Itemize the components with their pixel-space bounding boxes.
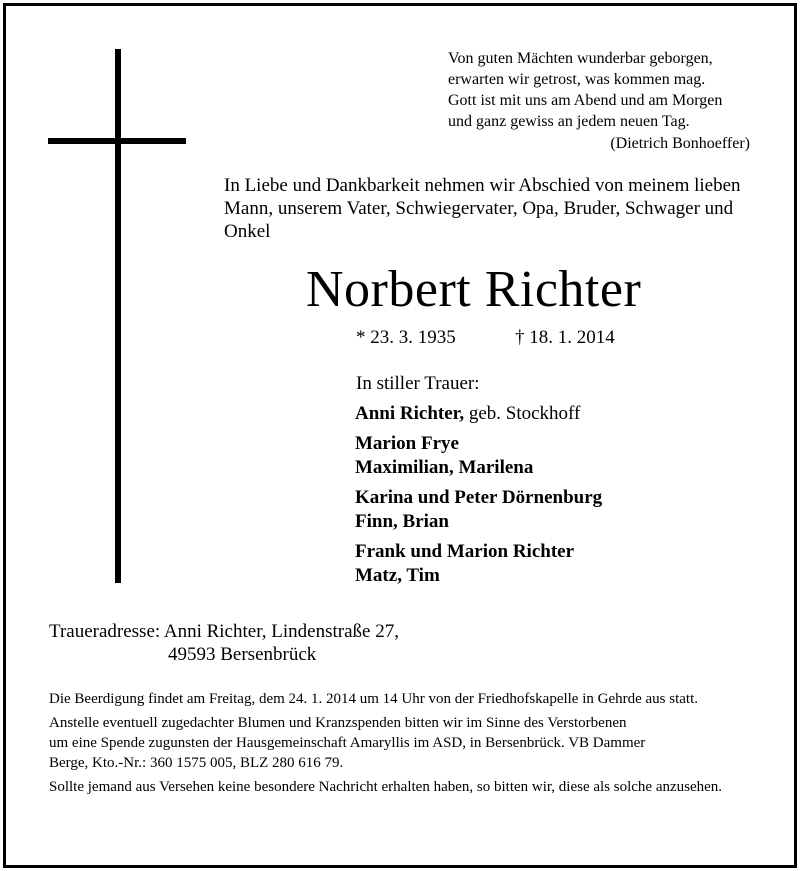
donation-notice [49,713,753,773]
intro-line: Onkel [224,221,271,242]
donation-line: Berge, Kto.-Nr.: 360 1575 005, BLZ 280 616 79. [49,755,344,771]
family-line: Maximilian, Marilena [355,457,534,478]
quote-line: Gott ist mit uns am Abend und am Morgen [448,92,723,109]
bonhoeffer-quote [448,48,722,132]
family-list [355,402,602,594]
family-line: Finn, Brian [355,511,449,532]
family-name: Anni Richter, [355,403,465,424]
quote-line: und ganz gewiss an jedem neuen Tag. [448,113,690,130]
mourning-label: In stiller Trauer: [356,373,480,394]
quote-line: Von guten Mächten wunderbar geborgen, [448,50,713,67]
address-line: Traueradresse: Anni Richter, Lindenstraße 27, [49,621,399,642]
family-line: Karina und Peter Dörnenburg [355,487,603,508]
family-line [355,402,602,426]
family-group [355,486,602,534]
donation-line: Anstelle eventuell zugedachter Blumen und Kranzspenden bitten wir im Sinne des Verstorbenen [49,715,627,731]
intro-line: In Liebe und Dankbarkeit nehmen wir Abschied von meinem lieben [224,175,741,196]
quote-line: erwarten wir getrost, was kommen mag. [448,71,706,88]
family-group [355,540,602,588]
birth-date: * 23. 3. 1935 [356,327,456,348]
family-line: Frank und Marion Richter [355,541,575,562]
death-date: † 18. 1. 2014 [515,327,615,348]
notes-section [49,689,753,801]
family-line: Marion Frye [355,433,459,454]
mourning-address [49,620,399,666]
intro-line: Mann, unserem Vater, Schwiegervater, Opa, Bruder, Schwager und [224,198,734,219]
address-line: 49593 Bersenbrück [168,644,317,665]
funeral-notice: Die Beerdigung findet am Freitag, dem 24. 1. 2014 um 14 Uhr von der Friedhofskapelle in Gehrde aus statt. [49,691,699,707]
family-group [355,432,602,480]
donation-line: um eine Spende zugunsten der Hausgemeinschaft Amaryllis im ASD, in Bersenbrück. VB Dammer [49,735,646,751]
quote-author: (Dietrich Bonhoeffer) [610,135,750,152]
cross-vertical-bar [115,49,121,583]
cross-horizontal-bar [48,138,186,144]
family-group [355,402,602,426]
notice-text: Sollte jemand aus Versehen keine besondere Nachricht erhalten haben, so bitten wir, diese als solche anzusehen. [49,779,723,795]
deceased-name: Norbert Richter [306,261,642,318]
maiden-name: geb. Stockhoff [468,403,581,424]
intro-text [224,174,754,243]
family-line: Matz, Tim [355,565,440,586]
